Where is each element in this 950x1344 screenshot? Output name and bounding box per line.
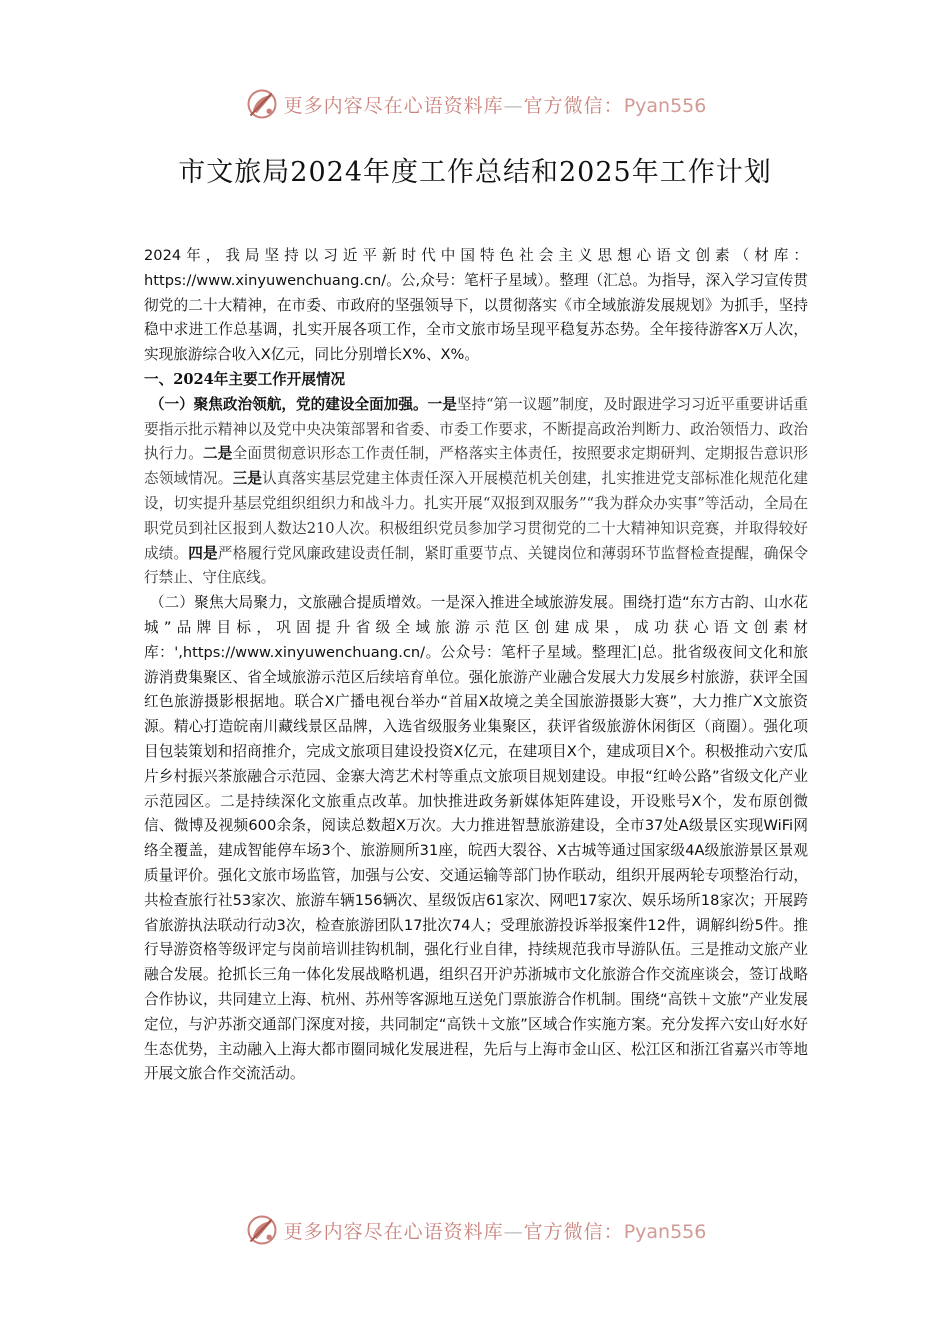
keyword-one: 一是 <box>427 395 457 413</box>
watermark-wechat-label: 官方微信： <box>523 94 624 117</box>
seal-logo-icon <box>244 86 280 122</box>
section-1-point-3: 认真落实基层党建主体责任深入开展模范机关创建，扎实推进党支部标准化规范化建设，切实提升基层党组织组织力和战斗力。扎实开展“双报到双服务”“我为群众办实事”等活动，全局在职党员到社区报到人数达210人次。积极组织党员参加学习贯彻党的二十大精神知识竞赛，并取得较好成绩。 <box>144 470 808 562</box>
section-1-point-1: 坚持“第一议题”制度，及时跟进学习习近平重要讲话重要指示批示精神以及党中央决策部署和省委、市委工作要求，不断提高政治判断力、政治领悟力、政治执行力。 <box>144 395 808 463</box>
watermark-wechat-id: Pyan556 <box>623 94 707 117</box>
keyword-four: 四是 <box>188 544 218 562</box>
section-heading-1: 一、2024年主要工作开展情况 <box>144 370 346 388</box>
watermark-wechat-id: Pyan556 <box>623 1220 707 1243</box>
watermark-dash: — <box>503 94 524 117</box>
watermark-dash: — <box>503 1220 524 1243</box>
document-body <box>144 244 808 1087</box>
intro-paragraph: 2024年，我局坚持以习近平新时代中国特色社会主义思想心语文创素（材库：https://www.xinyuwenchuang.cn/。公,众号：笔杆子星域）。整理（汇总。为指导，深入学习宣传贯彻党的二十大精神，在市委、市政府的坚强领导下，以贯彻落实《市全域旅游发展规划》为抓手，坚持稳中求进工作总基调，扎实开展各项工作，全市文旅市场呈现平稳复苏态势。全年接待游客X万人次，实现旅游综合收入X亿元，同比分别增长X%、X%。 <box>144 247 808 364</box>
watermark-text <box>284 1217 707 1244</box>
section-1-point-2: 全面贯彻意识形态工作责任制，严格落实主体责任，按照要求定期研判、定期报告意识形态领域情况。 <box>144 445 808 488</box>
keyword-three: 三是 <box>232 470 263 488</box>
watermark-main-text: 更多内容尽在心语资料库 <box>283 1220 504 1243</box>
header-watermark-banner <box>0 84 950 124</box>
section-1-paragraph <box>144 393 808 591</box>
section-1-point-4: 严格履行党风廉政建设责任制，紧盯重要节点、关键岗位和薄弱环节监督检查提醒，确保令行禁止、守住底线。 <box>144 544 808 587</box>
section-2-paragraph: （二）聚焦大局聚力，文旅融合提质增效。一是深入推进全域旅游发展。围绕打造“东方古韵、山水花城”品牌目标，巩固提升省级全域旅游示范区创建成果，成功获心语文创素材库：',https://www.xinyuwenchuang.cn/。公众号：笔杆子星域。整理汇|总。批省级夜间文化和旅游消费集聚区、省全域旅游示范区后续培育单位。强化旅游产业融合发展大力发展乡村旅游，获评全国红色旅游摄影根据地。联合X广播电视台举办“首届X故境之美全国旅游摄影大赛”，大力推广X文旅资源。精心打造皖南川藏线景区品牌，入选省级服务业集聚区，获评省级旅游休闲街区（商圈）。强化项目包装策划和招商推介，完成文旅项目建设投资X亿元，在建项目X个，建成项目X个。积极推动六安瓜片乡村振兴茶旅融合示范园、金寨大湾艺术村等重点文旅项目规划建设。申报“红岭公路”省级文化产业示范园区。二是持续深化文旅重点改革。加快推进政务新媒体矩阵建设，开设账号X个，发布原创微信、微博及视频600余条，阅读总数超X万次。大力推进智慧旅游建设，全市37处A级景区实现WiFi网络全覆盖，建成智能停车场3个、旅游厕所31座，皖西大裂谷、X古城等通过国家级4A级旅游景区景观质量评价。强化文旅市场监管，加强与公安、交通运输等部门协作联动，组织开展两轮专项整治行动，共检查旅行社53家次、旅游车辆156辆次、星级饭店61家次、网吧17家次、娱乐场所18家次；开展跨省旅游执法联动行动3次，检查旅游团队17批次74人；受理旅游投诉举报案件12件，调解纠纷5件。推行导游资格等级评定与岗前培训挂钩机制，强化行业自律，持续规范我市导游队伍。三是推动文旅产业融合发展。抢抓长三角一体化发展战略机遇，组织召开沪苏浙城市文化旅游合作交流座谈会，签订战略合作协议，共同建立上海、杭州、苏州等客源地互送免门票旅游合作机制。围绕“高铁＋文旅”产业发展定位，与沪苏浙交通部门深度对接，共同制定“高铁＋文旅”区域合作实施方案。充分发挥六安山好水好生态优势，主动融入上海大都市圈同城化发展进程，先后与上海市金山区、松江区和浙江省嘉兴市等地开展文旅合作交流活动。 <box>144 594 808 1083</box>
watermark-text <box>284 91 707 118</box>
watermark-wechat-label: 官方微信： <box>523 1220 624 1243</box>
seal-logo-icon <box>244 1212 280 1248</box>
watermark-main-text: 更多内容尽在心语资料库 <box>283 94 504 117</box>
document-title: 市文旅局2024年度工作总结和2025年工作计划 <box>178 157 772 188</box>
keyword-two: 二是 <box>203 445 233 463</box>
footer-watermark-banner <box>0 1210 950 1250</box>
section-1-lead: （一）聚焦政治领航，党的建设全面加强。 <box>149 395 428 413</box>
